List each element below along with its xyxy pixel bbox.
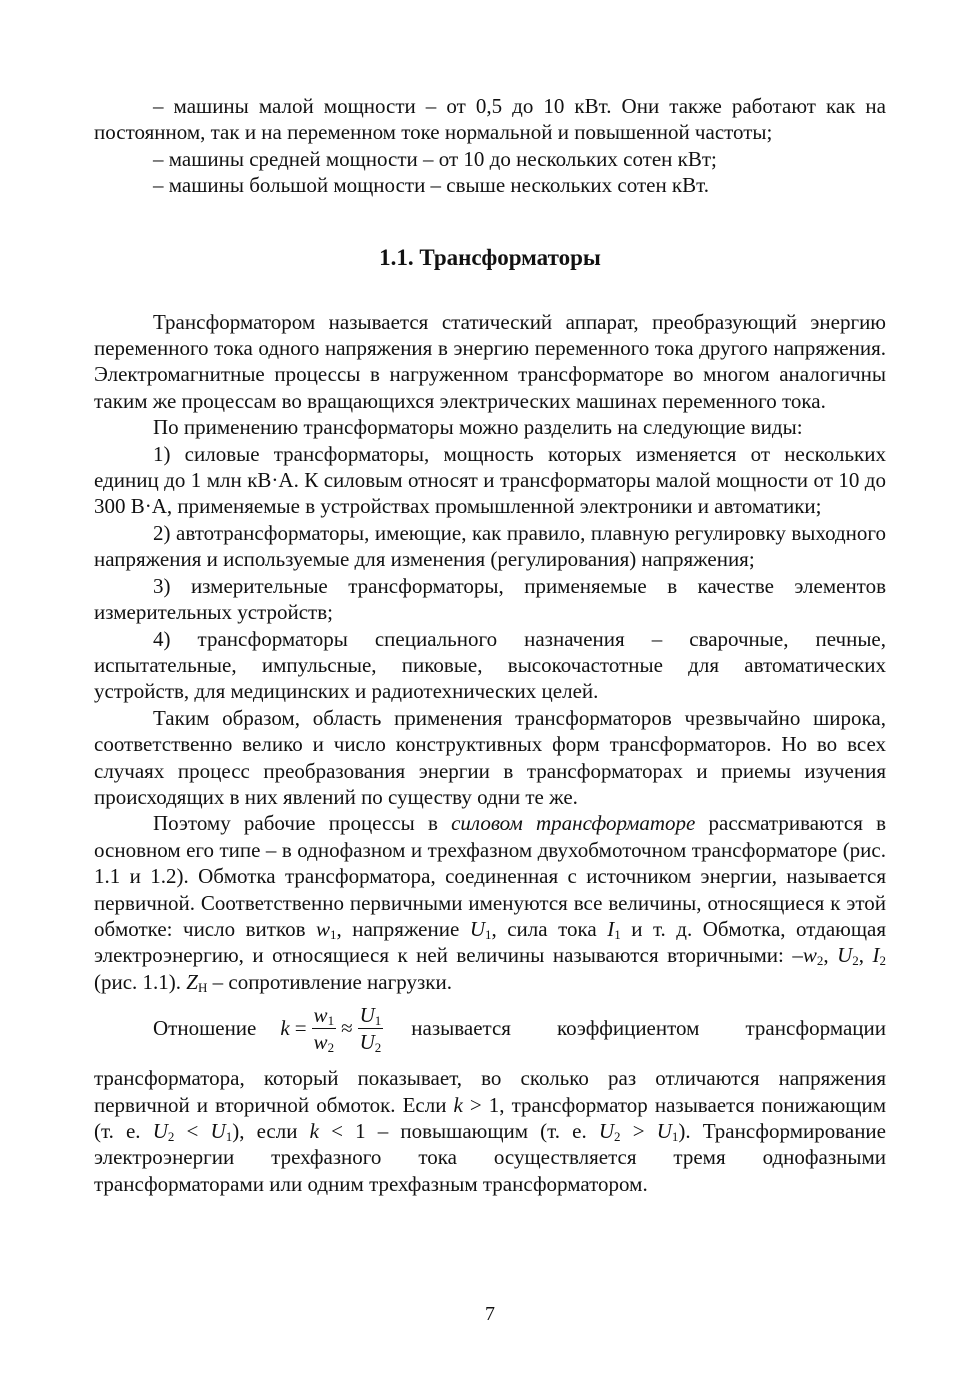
work-processes-paragraph: Поэтому рабочие процессы в силовом трансформаторе рассматриваются в основном его типе – в однофазном и трехфазном двухобмоточном трансформаторе (рис. 1.1 и 1.2). Обмотка трансформатора, соединенная с источником энергии, называется первичной. Соответственно первичными именуются все величины, относящиеся к этой обмотке: число витков $w_1$, напряжение $U_1$, сила тока $I_1$ и т. д. Обмотка, отдающая электроэнергию, и относящиеся к ней величины называются вторичными: $-w_2$, $U_2$, $I_2$ (рис. 1.1). $Z_H$ – сопротивление нагрузки. bbox=[94, 811, 887, 995]
formula-approx: ≈ bbox=[341, 1015, 353, 1040]
type-item-autotransformer: 2) автотрансформаторы, имеющие, как правило, плавную регулировку выходного напряжения и используемые для изменения (регулирования) напряжения; bbox=[94, 520, 886, 572]
ratio-continuation-paragraph: трансформатора, который показывает, во сколько раз отличаются напряжения первичной и вторичной обмоток. Если k > 1, трансформатор называется понижающим (т. е. $U_2 < U_1$), если k < 1 – повышающим (т. е. $U_2 > U_1$). Трансформирование электроэнергии трехфазного тока осуществляется тремя однофазными трансформаторами или одним трехфазным трансформатором. bbox=[94, 1066, 886, 1196]
symbol-w2: $w_2$ bbox=[802, 943, 824, 969]
definition-paragraph: Трансформатором называется статический аппарат, преобразующий энергию переменного тока одного напряжения в энергию переменного тока другого напряжения. Электромагнитные процессы в нагруженном трансформаторе во многом аналогичны таким же процессам во вращающихся электрических машинах переменного тока. bbox=[94, 309, 886, 413]
section-heading: 1.1. Трансформаторы bbox=[379, 244, 601, 270]
fraction-w1-over-w2: $\frac{w_1}{w_2}$ bbox=[313, 1002, 335, 1055]
symbol-zh: $Z_H$ bbox=[186, 969, 208, 995]
symbol-w1: $w_1$ bbox=[316, 916, 337, 942]
symbol-u1: $U_1$ bbox=[469, 916, 492, 942]
emphasis-power-transformer: силовом трансформаторе bbox=[451, 811, 696, 836]
symbol-u2: $U_2$ bbox=[837, 943, 859, 969]
ratio-rest-text: называется коэффициентом трансформации bbox=[411, 1015, 886, 1040]
intro-paragraph-medium-machines: – машины средней мощности – от 10 до нескольких сотен кВт; bbox=[153, 146, 717, 171]
ratio-formula-line bbox=[94, 1001, 886, 1055]
symbol-i1: $I_1$ bbox=[607, 916, 621, 942]
fraction-u1-over-u2: $\frac{U_1}{U_2}$ bbox=[359, 1002, 382, 1055]
ratio-lead-text: Отношение bbox=[153, 1015, 257, 1040]
intro-paragraph-large-machines: – машины большой мощности – свыше нескольких сотен кВт. bbox=[153, 173, 709, 198]
types-intro-paragraph: По применению трансформаторы можно разделить на следующие виды: bbox=[153, 415, 803, 440]
page-number: 7 bbox=[485, 1303, 495, 1325]
formula-k: k bbox=[280, 1015, 290, 1040]
scope-paragraph: Таким образом, область применения трансформаторов чрезвычайно широка, соответственно велико и число конструктивных форм трансформаторов. Но во всех случаях процесс преобразования энергии в трансформаторах и приемы изучения происходящих в них явлений по существу одни те же. bbox=[94, 705, 886, 809]
symbol-i2: $I_2$ bbox=[872, 943, 887, 969]
type-item-power: 1) силовые трансформаторы, мощность которых изменяется от нескольких единиц до 1 млн кВ·А. К силовым относят и трансформаторы малой мощности от 10 до 300 В·А, применяемые в устройствах промышленной электроники и автоматики; bbox=[94, 441, 886, 519]
intro-paragraph-small-machines: – машины малой мощности – от 0,5 до 10 кВт. Они также работают как на постоянном, так и на переменном токе нормальной и повышенной частоты; bbox=[94, 94, 886, 145]
type-item-measuring: 3) измерительные трансформаторы, применяемые в качестве элементов измерительных устройств; bbox=[94, 573, 886, 625]
type-item-special: 4) трансформаторы специального назначения – сварочные, печные, испытательные, импульсные, пиковые, высокочастотные для автоматических устройств, для медицинских и радиотехнических целей. bbox=[94, 626, 886, 704]
formula-equals: = bbox=[294, 1015, 307, 1040]
page-content bbox=[94, 93, 886, 1197]
transformation-ratio-formula bbox=[280, 1003, 383, 1054]
